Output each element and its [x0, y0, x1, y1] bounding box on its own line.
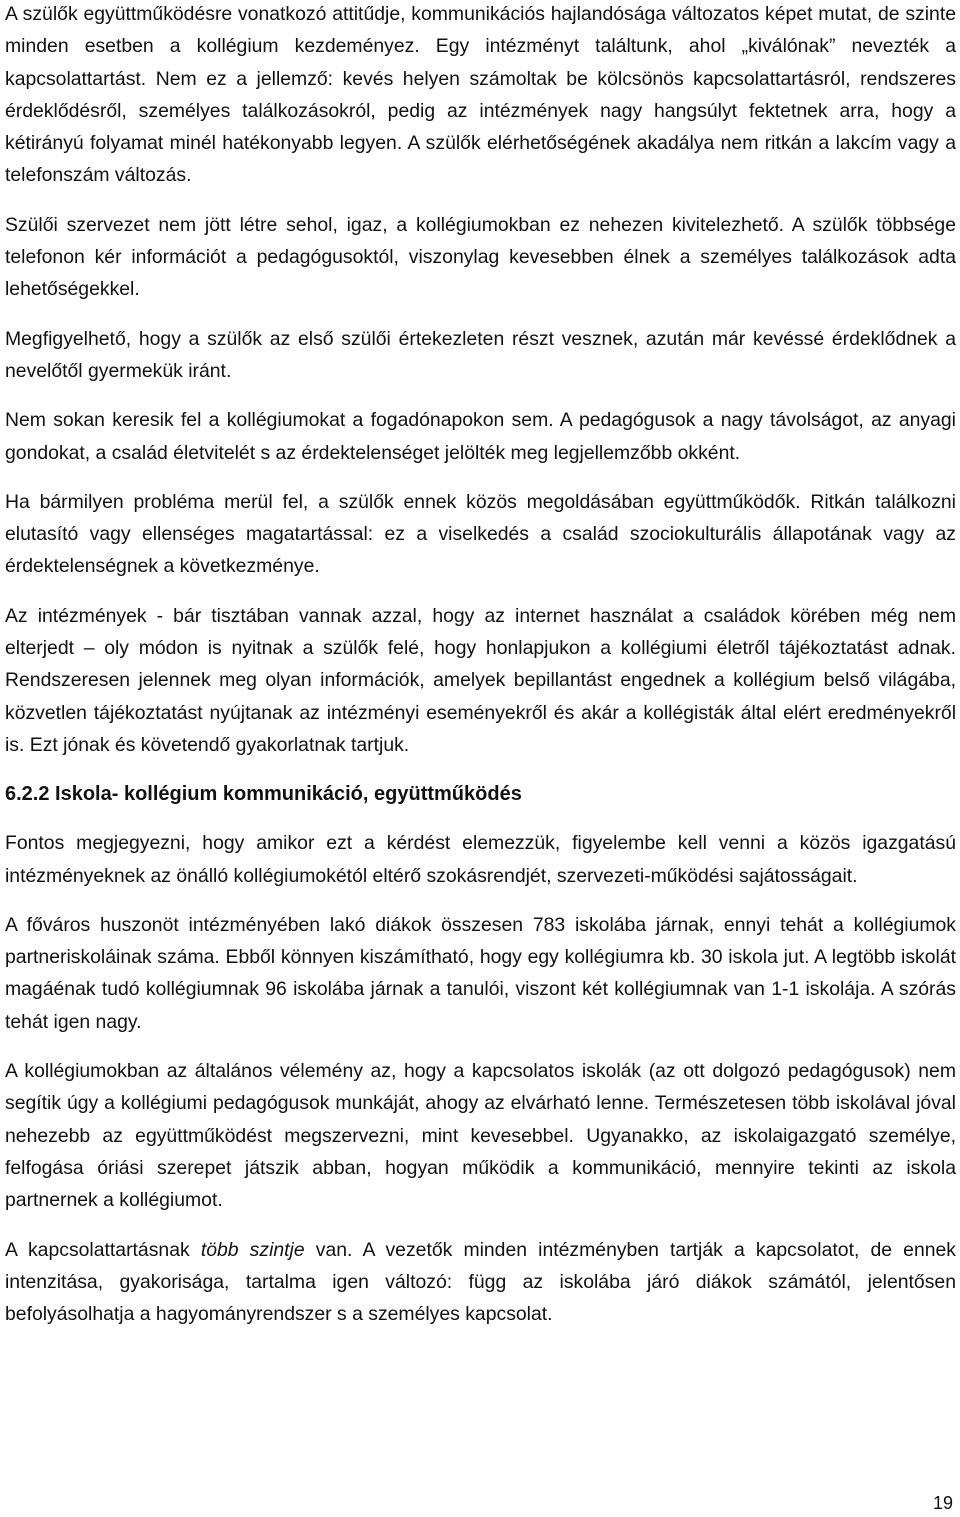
paragraph-institution-websites: Az intézmények - bár tisztában vannak azzal, hogy az internet használat a családok körében még nem elterjedt – oly módon is nyitnak a szülők felé, hogy honlapjukon a kollégiumi életről tájékoztatást adnak. Rendszeresen jelennek meg olyan információk, amelyek bepillantást engednek a kollégium belső világába, közvetlen tájékoztatást nyújtanak az intézményi eseményekről és akár a kollégisták által elért eredményekről is. Ezt jónak és követendő gyakorlatnak tartjuk.: [5, 604, 956, 756]
paragraph-problem-solving: Ha bármilyen probléma merül fel, a szülők ennek közös megoldásában együttműködők. Ritkán találkozni elutasító vagy ellenséges magatartással: ez a viselkedés a család szociokulturális állapotának vagy az érdektelenségnek a következménye.: [5, 490, 956, 578]
paragraph-partner-schools: A főváros huszonöt intézményében lakó diákok összesen 783 iskolába járnak, ennyi tehát a kollégiumok partneriskoláinak száma. Ebből könnyen kiszámítható, hogy egy kollégiumra kb. 30 iskola jut. A legtöbb iskolát magáénak tudó kollégiumnak 96 iskolába járnak a tanulói, viszont két kollégiumnak van 1-1 iskolája. A szórás tehát igen nagy.: [5, 913, 956, 1033]
paragraph-general-opinion: A kollégiumokban az általános vélemény az, hogy a kapcsolatos iskolák (az ott dolgozó pedagógusok) nem segítik úgy a kollégiumi pedagógusok munkáját, ahogy az elvárható lenne. Természetesen több iskolával jóval nehezebb az együttműködést megszervezni, mint kevesebbel. Ugyanakko, az iskolaigazgató személye, felfogása óriási szerepet játszik abban, hogyan működik a kommunikáció, mennyire tekinti az iskola partnernek a kollégiumot.: [5, 1060, 956, 1212]
contact-levels-text-end: van. A vezetők minden intézményben tartják a kapcsolatot, de ennek intenzitása, gyakorisága, tartalma igen változó: függ az iskolába járó diákok számától, jelentősen befolyásolhatja a hagyományrendszer s a személyes kapcsolat.: [5, 1238, 957, 1326]
paragraph-parent-attitude: A szülők együttműködésre vonatkozó attitűdje, kommunikációs hajlandósága változatos képet mutat, de szinte minden esetben a kollégium kezdeményez. Egy intézményt találtunk, ahol „kiválónak” nevezték a kapcsolattartást. Nem ez a jellemző: kevés helyen számoltak be kölcsönös kapcsolattartásról, rendszeres érdeklődésről, személyes találkozásokról, pedig az intézmények nagy hangsúlyt fektetnek arra, hogy a kétirányú folyamat minél hatékonyabb legyen. A szülők elérhetőségének akadálya nem ritkán a lakcím vagy a telefonszám változás.: [5, 3, 956, 187]
body-text: [5, 0, 956, 1347]
paragraph-shared-management: Fontos megjegyezni, hogy amikor ezt a kérdést elemezzük, figyelembe kell venni a közös igazgatású intézményeknek az önálló kollégiumokétól eltérő szokásrendjét, szervezeti-működési sajátosságait.: [5, 832, 956, 887]
paragraph-parent-organization: Szülői szervezet nem jött létre sehol, igaz, a kollégiumokban ez nehezen kivitelezhető. A szülők többsége telefonon kér információt a pedagógusoktól, viszonylag kevesebben élnek a személyes találkozások adta lehetőségekkel.: [5, 213, 956, 301]
contact-levels-text-start: A kapcsolattartásnak: [5, 1238, 201, 1261]
paragraph-reception-days: Nem sokan keresik fel a kollégiumokat a fogadónapokon sem. A pedagógusok a nagy távolságot, az anyagi gondokat, a család életvitelét s az érdektelenséget jelölték meg legjellemzőbb okként.: [5, 409, 956, 464]
page-number: 19: [932, 1493, 953, 1513]
paragraph-parent-meetings: Megfigyelhető, hogy a szülők az első szülői értekezleten részt vesznek, azután már kevéssé érdeklődnek a nevelőtől gyermekük iránt.: [5, 327, 956, 382]
section-heading: 6.2.2 Iskola- kollégium kommunikáció, együttműködés: [5, 783, 522, 806]
contact-levels-emphasis: több szintje: [200, 1238, 305, 1261]
paragraph-contact-levels: [5, 1234, 956, 1331]
